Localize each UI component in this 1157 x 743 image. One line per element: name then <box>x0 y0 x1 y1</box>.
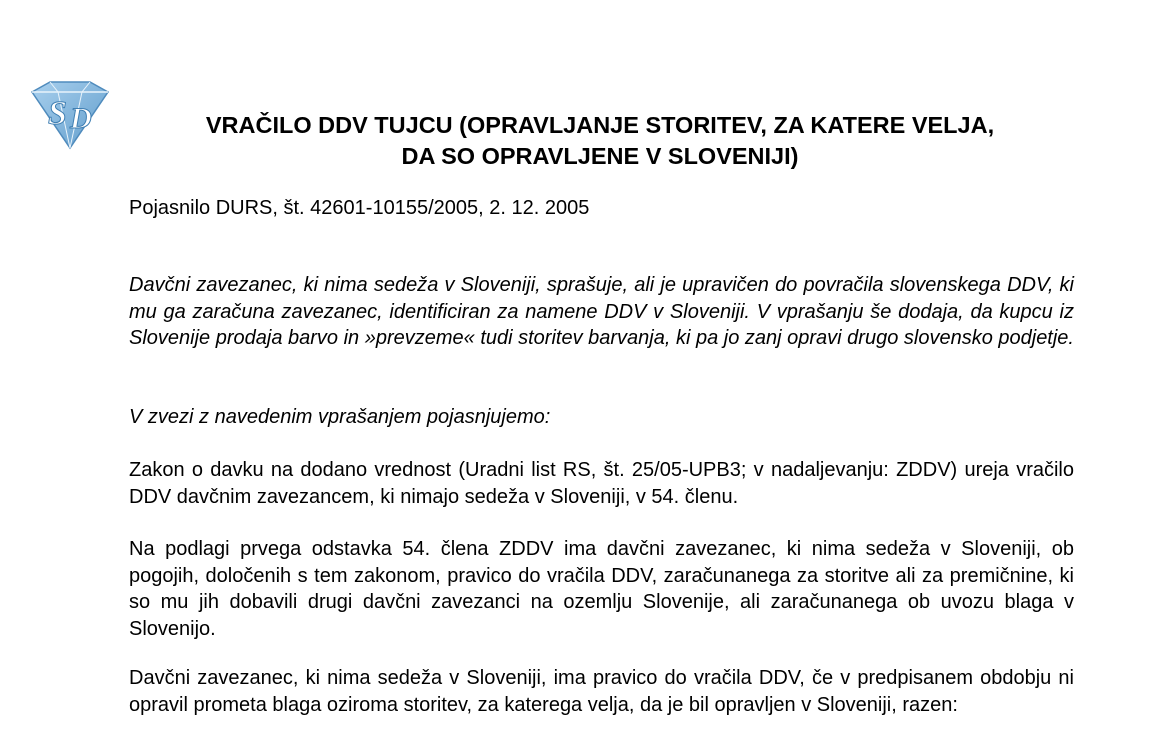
title-line-2: DA SO OPRAVLJENE V SLOVENIJI) <box>401 143 799 169</box>
svg-text:D: D <box>70 102 92 135</box>
diamond-logo-icon <box>28 80 112 150</box>
logo <box>28 80 112 150</box>
document-reference: Pojasnilo DURS, št. 42601-10155/2005, 2. 12. 2005 <box>129 197 590 219</box>
body-paragraph-3: Davčni zavezanec, ki nima sedeža v Sloveniji, ima pravico do vračila DDV, če v predpisanem obdobju ni opravil prometa blaga oziroma storitev, za katerega velja, da je bil opravljen v Sloveniji, razen: <box>129 667 1074 716</box>
body-paragraph-2: Na podlagi prvega odstavka 54. člena ZDDV ima davčni zavezanec, ki nima sedeža v Sloveniji, ob pogojih, določenih s tem zakonom, pravico do vračila DDV, zaračunanega za storitve ali za premičnine, ki so mu jih dobavili drugi davčni zavezanci na ozemlju Slovenije, ali zaračunanega ob uvozu blaga v Slovenijo. <box>129 538 1074 640</box>
answer-intro: V zvezi z navedenim vprašanjem pojasnjujemo: <box>129 406 551 428</box>
question-paragraph: Davčni zavezanec, ki nima sedeža v Sloveniji, sprašuje, ali je upravičen do povračila slovenskega DDV, ki mu ga zaračuna zavezanec, identificiran za namene DDV v Sloveniji. V vprašanju še dodaja, da kupcu iz Slovenije prodaja barvo in »prevzeme« tudi storitev barvanja, ki pa jo zanj opravi drugo slovensko podjetje. <box>129 274 1074 349</box>
svg-text:S: S <box>48 95 67 132</box>
document-title <box>120 110 1080 172</box>
title-line-1: VRAČILO DDV TUJCU (OPRAVLJANJE STORITEV, ZA KATERE VELJA, <box>205 112 995 138</box>
body-paragraph-1: Zakon o davku na dodano vrednost (Uradni list RS, št. 25/05-UPB3; v nadaljevanju: ZDDV) ureja vračilo DDV davčnim zavezancem, ki nimajo sedeža v Sloveniji, v 54. členu. <box>129 459 1074 508</box>
